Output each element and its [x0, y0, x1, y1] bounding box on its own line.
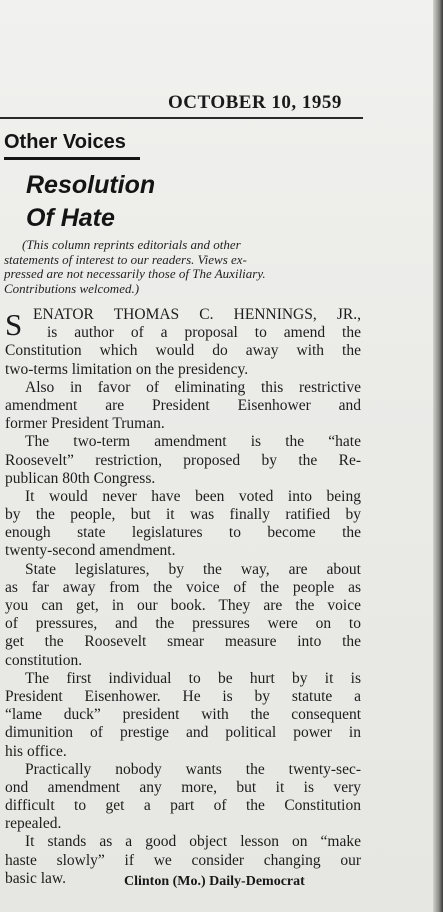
body-line: publican 80th Congress.	[5, 469, 156, 487]
body-line: dimunition of prestige and political power in	[5, 724, 361, 742]
body-line: you can get, in our book. They are the voice	[5, 597, 361, 614]
body-line: Roosevelt” restriction, proposed by the Re-	[5, 451, 361, 469]
body-line: haste slowly” if we consider changing our	[5, 851, 361, 869]
body-line: ENATOR THOMAS C. HENNINGS, JR.,	[33, 306, 361, 323]
body-line: repealed.	[5, 815, 62, 833]
body-line: his office.	[5, 742, 67, 760]
body-line: as far away from the voice of the people as	[5, 578, 361, 596]
headline	[26, 169, 155, 235]
editor-note-line: (This column reprints editorials and other	[22, 237, 241, 252]
article-body	[5, 306, 363, 888]
editor-note-line: statements of interest to our readers. Views ex-	[4, 251, 247, 267]
body-line: by the people, but it was finally ratified by	[5, 506, 361, 524]
body-line: President Eisenhower. He is by statute a	[5, 687, 361, 705]
section-label: Other Voices	[4, 131, 126, 153]
body-line: of pressures, and the pressures were on to	[5, 615, 361, 633]
body-line: ond amendment any more, but it is very	[5, 778, 361, 796]
headline-line: Resolution	[26, 171, 156, 199]
body-line: It would never have been voted into being	[25, 487, 361, 505]
section-underline	[4, 157, 140, 160]
drop-cap: S	[5, 307, 23, 342]
body-line: is author of a proposal to amend the	[47, 324, 361, 342]
body-line: constitution.	[5, 651, 83, 669]
editor-note-line: pressed are not necessarily those of The Auxiliary.	[4, 266, 266, 281]
body-line: “lame duck” president with the consequent	[5, 706, 361, 724]
body-line: The first individual to be hurt by it is	[25, 669, 361, 687]
issue-date: OCTOBER 10, 1959	[168, 92, 342, 113]
body-line: former President Truman.	[5, 415, 165, 433]
editor-note	[4, 238, 362, 296]
torn-page-edge	[433, 0, 443, 912]
body-line: Also in favor of eliminating this restrictive	[25, 378, 361, 396]
source-credit: Clinton (Mo.) Daily-Democrat	[124, 874, 305, 889]
body-line: get the Roosevelt smear measure into the	[5, 633, 361, 651]
body-line: basic law.	[5, 869, 66, 887]
editor-note-line: Contributions welcomed.)	[4, 280, 140, 296]
body-line: Constitution which would do away with the	[5, 342, 361, 360]
body-line: State legislatures, by the way, are about	[25, 560, 361, 578]
headline-line: Of Hate	[26, 204, 115, 232]
header-rule	[0, 117, 363, 119]
body-line: It stands as a good object lesson on “make	[25, 833, 361, 851]
body-line: twenty-second amendment.	[5, 542, 176, 560]
body-line: difficult to get a part of the Constitution	[5, 797, 361, 815]
body-line: Practically nobody wants the twenty-sec-	[25, 760, 361, 778]
body-line: amendment are President Eisenhower and	[5, 396, 361, 414]
body-line: The two-term amendment is the “hate	[25, 433, 361, 451]
body-line: enough state legislatures to become the	[5, 524, 361, 542]
body-line: two-terms limitation on the presidency.	[5, 360, 249, 378]
